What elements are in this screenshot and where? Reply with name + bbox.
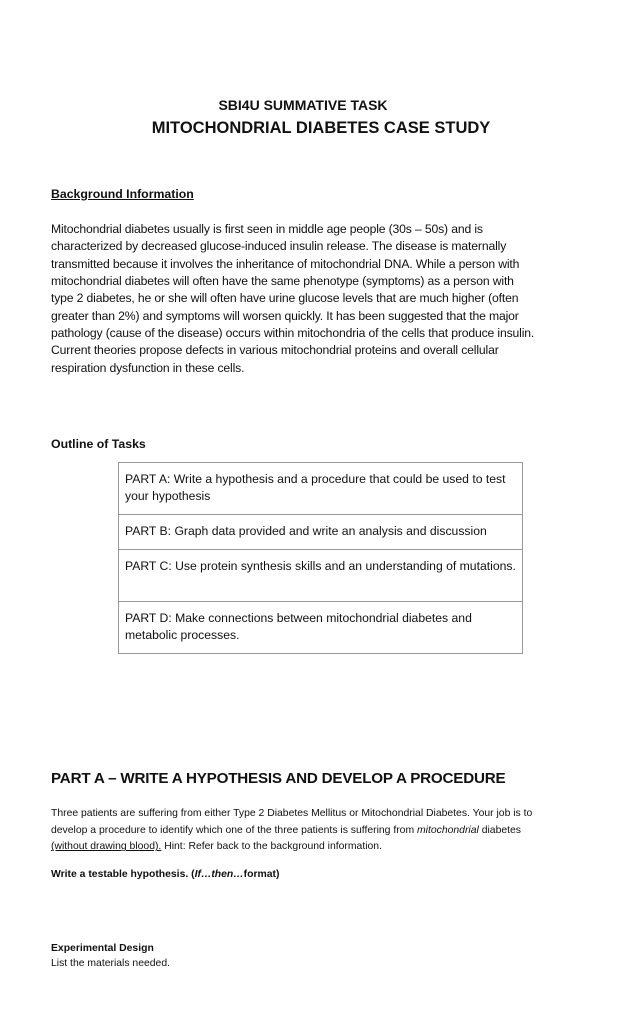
background-heading: Background Information <box>51 187 194 201</box>
paragraph-line: mitochondrial diabetes will often have the same phenotype (symptoms) as a person with <box>51 274 514 289</box>
part-a-heading: PART A – WRITE A HYPOTHESIS AND DEVELOP A PROCEDURE <box>51 770 506 787</box>
paragraph-line: respiration dysfunction in these cells. <box>51 360 245 375</box>
task-cell: PART A: Write a hypothesis and a procedure that could be used to test your hypothesis <box>119 463 523 515</box>
text: Write a testable hypothesis. ( <box>51 869 195 880</box>
table-row <box>119 602 523 654</box>
design-heading: Experimental Design <box>51 943 154 954</box>
paragraph-line: transmitted because it involves the inheritance of mitochondrial DNA. While a person with <box>51 256 520 271</box>
part-a-paragraph <box>51 806 532 856</box>
table-row <box>119 463 523 515</box>
paragraph-line: Three patients are suffering from either Type 2 Diabetes Mellitus or Mitochondrial Diabetes. Your job is to <box>51 808 533 819</box>
task-cell: PART B: Graph data provided and write an analysis and discussion <box>119 515 523 550</box>
paragraph-line: Current theories propose defects in various mitochondrial proteins and overall cellular <box>51 343 499 358</box>
paragraph-line: pathology (cause of the disease) occurs within mitochondria of the cells that produce insulin. <box>51 326 535 341</box>
design-text: List the materials needed. <box>51 958 170 969</box>
text: develop a procedure to identify which one of the three patients is suffering from <box>51 824 418 836</box>
page-title: MITOCHONDRIAL DIABETES CASE STUDY <box>151 119 491 137</box>
underlined-text: (without drawing blood). <box>51 841 162 853</box>
text: then… <box>211 869 244 880</box>
outline-heading: Outline of Tasks <box>51 437 146 451</box>
table-row <box>119 550 523 602</box>
emphasis: mitochondrial <box>417 824 479 836</box>
course-title: SBI4U SUMMATIVE TASK <box>218 97 388 113</box>
task-cell: PART D: Make connections between mitochondrial diabetes and metabolic processes. <box>119 602 523 654</box>
paragraph-line: type 2 diabetes, he or she will often have urine glucose levels that are much higher (often <box>51 291 519 306</box>
text: format) <box>243 869 280 880</box>
text: diabetes <box>478 824 521 836</box>
text: Hint: Refer back to the background information. <box>161 841 382 853</box>
tasks-table <box>118 462 523 654</box>
hypothesis-prompt <box>51 869 279 880</box>
paragraph-line <box>51 839 532 856</box>
task-cell: PART C: Use protein synthesis skills and an understanding of mutations. <box>119 550 523 602</box>
paragraph-line <box>51 823 532 840</box>
background-paragraph <box>51 221 534 377</box>
paragraph-line: greater than 2%) and symptoms will worsen quickly. It has been suggested that the major <box>51 308 519 323</box>
paragraph-line: characterized by decreased glucose-induced insulin release. The disease is maternally <box>51 239 507 254</box>
table-row <box>119 515 523 550</box>
text: If… <box>194 869 212 880</box>
paragraph-line: Mitochondrial diabetes usually is first seen in middle age people (30s – 50s) and is <box>51 222 483 236</box>
